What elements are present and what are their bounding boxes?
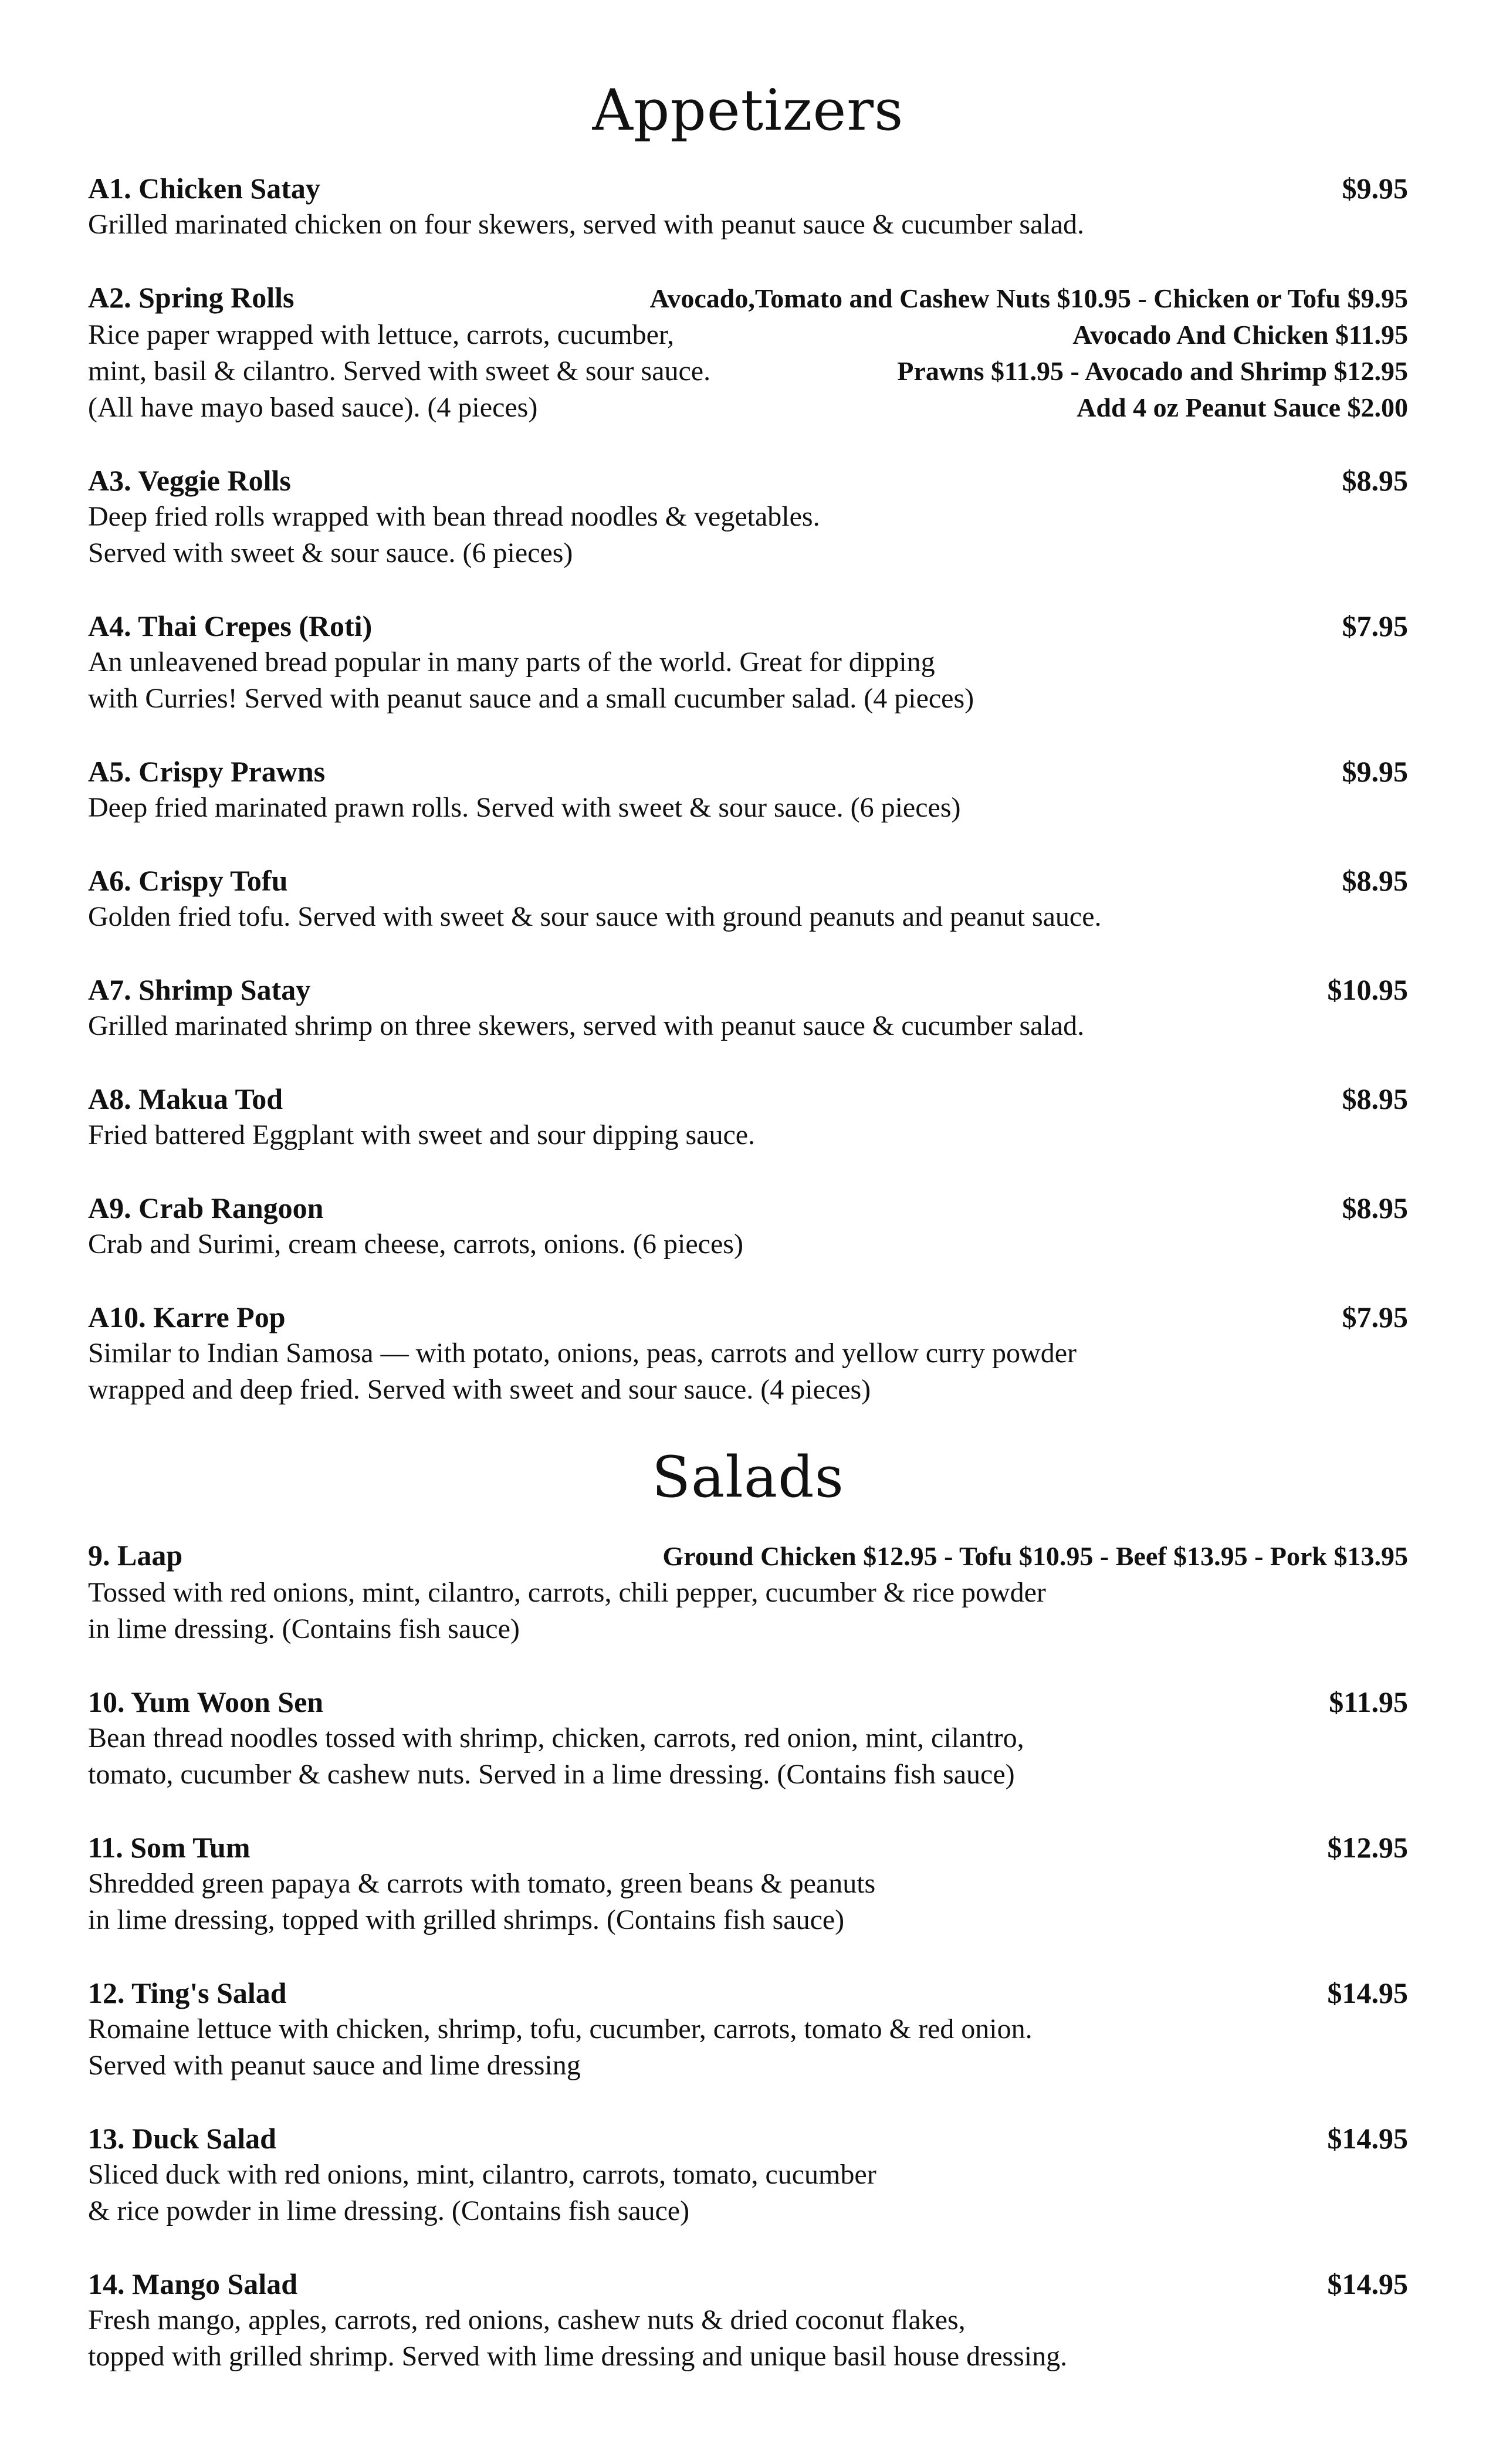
- appetizer-list: [88, 170, 1408, 1408]
- item-description: (All have mayo based sauce). (4 pieces): [88, 392, 538, 423]
- menu-item-a10: [88, 1299, 1408, 1408]
- menu-item-a8: [88, 1081, 1408, 1153]
- menu-item-a2: [88, 279, 1408, 426]
- item-price-option: Prawns $11.95 - Avocado and Shrimp $12.95: [897, 356, 1408, 386]
- menu-item-a6: [88, 862, 1408, 935]
- item-description: Crab and Surimi, cream cheese, carrots, onions. (6 pieces): [88, 1228, 743, 1260]
- item-name: A9. Crab Rangoon: [88, 1192, 324, 1224]
- item-description: Romaine lettuce with chicken, shrimp, tofu, cucumber, carrots, tomato & red onion.: [88, 2013, 1033, 2045]
- item-price: $11.95: [1329, 1685, 1408, 1718]
- item-description: Bean thread noodles tossed with shrimp, chicken, carrots, red onion, mint, cilantro,: [88, 1722, 1024, 1754]
- item-description: Deep fried marinated prawn rolls. Served with sweet & sour sauce. (6 pieces): [88, 792, 961, 823]
- menu-item-a4: [88, 608, 1408, 717]
- appetizers-title: Appetizers: [592, 77, 904, 143]
- menu-item-10: [88, 1684, 1408, 1793]
- item-price: $9.95: [1342, 755, 1408, 788]
- item-description-row: [88, 317, 1408, 353]
- item-name: A7. Shrimp Satay: [88, 973, 311, 1006]
- menu-item-a5: [88, 753, 1408, 826]
- menu-page: [88, 0, 1408, 2464]
- item-name: A5. Crispy Prawns: [88, 755, 326, 788]
- item-name: A3. Veggie Rolls: [88, 464, 291, 497]
- menu-item-a7: [88, 972, 1408, 1044]
- salads-title: Salads: [652, 1444, 844, 1510]
- menu-item-13: [88, 2120, 1408, 2229]
- item-price-options: Ground Chicken $12.95 - Tofu $10.95 - Beef $13.95 - Pork $13.95: [662, 1541, 1408, 1571]
- item-name: 9. Laap: [88, 1539, 183, 1572]
- item-description: wrapped and deep fried. Served with sweet and sour sauce. (4 pieces): [88, 1374, 871, 1405]
- item-description: Golden fried tofu. Served with sweet & sour sauce with ground peanuts and peanut sauce.: [88, 901, 1102, 932]
- item-price: $14.95: [1327, 2122, 1408, 2155]
- item-name: 13. Duck Salad: [88, 2122, 276, 2155]
- item-description: & rice powder in lime dressing. (Contains fish sauce): [88, 2195, 690, 2226]
- item-description: Grilled marinated chicken on four skewers, served with peanut sauce & cucumber salad.: [88, 209, 1085, 240]
- item-price: $8.95: [1342, 464, 1408, 497]
- item-description: in lime dressing. (Contains fish sauce): [88, 1613, 520, 1644]
- item-price-options: Avocado,Tomato and Cashew Nuts $10.95 - Chicken or Tofu $9.95: [649, 283, 1408, 313]
- item-description: Served with sweet & sour sauce. (6 pieces): [88, 537, 573, 568]
- salad-list: [88, 1537, 1408, 2375]
- item-description: Fried battered Eggplant with sweet and sour dipping sauce.: [88, 1119, 756, 1150]
- item-price: $8.95: [1342, 1082, 1408, 1115]
- item-description-row: [88, 353, 1408, 390]
- item-price-option: Add 4 oz Peanut Sauce $2.00: [1077, 392, 1408, 422]
- item-name: 12. Ting's Salad: [88, 1976, 287, 2009]
- item-name: A8. Makua Tod: [88, 1082, 283, 1115]
- item-description-row: [88, 390, 1408, 426]
- item-name: A4. Thai Crepes (Roti): [88, 610, 373, 642]
- item-description: Deep fried rolls wrapped with bean thread noodles & vegetables.: [88, 501, 820, 532]
- item-name: 14. Mango Salad: [88, 2267, 298, 2300]
- menu-item-14: [88, 2266, 1408, 2375]
- item-description: Sliced duck with red onions, mint, cilantro, carrots, tomato, cucumber: [88, 2159, 876, 2190]
- item-price: $7.95: [1342, 610, 1408, 642]
- menu-item-a9: [88, 1190, 1408, 1263]
- item-price: $12.95: [1327, 1831, 1408, 1864]
- item-name: A2. Spring Rolls: [88, 281, 295, 314]
- item-description: Fresh mango, apples, carrots, red onions, cashew nuts & dried coconut flakes,: [88, 2304, 966, 2336]
- item-description: Tossed with red onions, mint, cilantro, carrots, chili pepper, cucumber & rice powder: [88, 1577, 1046, 1608]
- item-name: 10. Yum Woon Sen: [88, 1685, 324, 1718]
- item-description: tomato, cucumber & cashew nuts. Served in a lime dressing. (Contains fish sauce): [88, 1759, 1015, 1790]
- item-description: in lime dressing, topped with grilled shrimps. (Contains fish sauce): [88, 1904, 845, 1935]
- item-price: $8.95: [1342, 864, 1408, 897]
- item-price-option: Avocado And Chicken $11.95: [1072, 320, 1408, 350]
- item-price: $9.95: [1342, 172, 1408, 205]
- menu-item-a3: [88, 462, 1408, 571]
- item-name: 11. Som Tum: [88, 1831, 251, 1864]
- item-description: Shredded green papaya & carrots with tomato, green beans & peanuts: [88, 1868, 876, 1899]
- item-price: $7.95: [1342, 1301, 1408, 1333]
- item-name: A10. Karre Pop: [88, 1301, 286, 1333]
- menu-item-a1: [88, 170, 1408, 243]
- menu-item-12: [88, 1975, 1408, 2084]
- item-description: Rice paper wrapped with lettuce, carrots, cucumber,: [88, 319, 674, 350]
- item-description: mint, basil & cilantro. Served with sweet & sour sauce.: [88, 356, 711, 387]
- item-price: $10.95: [1327, 973, 1408, 1006]
- item-description: An unleavened bread popular in many parts of the world. Great for dipping: [88, 647, 935, 678]
- item-description: topped with grilled shrimp. Served with lime dressing and unique basil house dressing.: [88, 2341, 1068, 2372]
- item-price: $14.95: [1327, 2267, 1408, 2300]
- menu-item-9: [88, 1537, 1408, 1647]
- item-description: Grilled marinated shrimp on three skewers, served with peanut sauce & cucumber salad.: [88, 1010, 1085, 1041]
- item-description: Similar to Indian Samosa — with potato, onions, peas, carrots and yellow curry powder: [88, 1338, 1077, 1369]
- menu-item-11: [88, 1829, 1408, 1938]
- item-price: $8.95: [1342, 1192, 1408, 1224]
- item-name: A6. Crispy Tofu: [88, 864, 288, 897]
- item-description: Served with peanut sauce and lime dressing: [88, 2050, 581, 2081]
- item-price: $14.95: [1327, 1976, 1408, 2009]
- item-name: A1. Chicken Satay: [88, 172, 320, 205]
- item-description: with Curries! Served with peanut sauce and a small cucumber salad. (4 pieces): [88, 683, 974, 714]
